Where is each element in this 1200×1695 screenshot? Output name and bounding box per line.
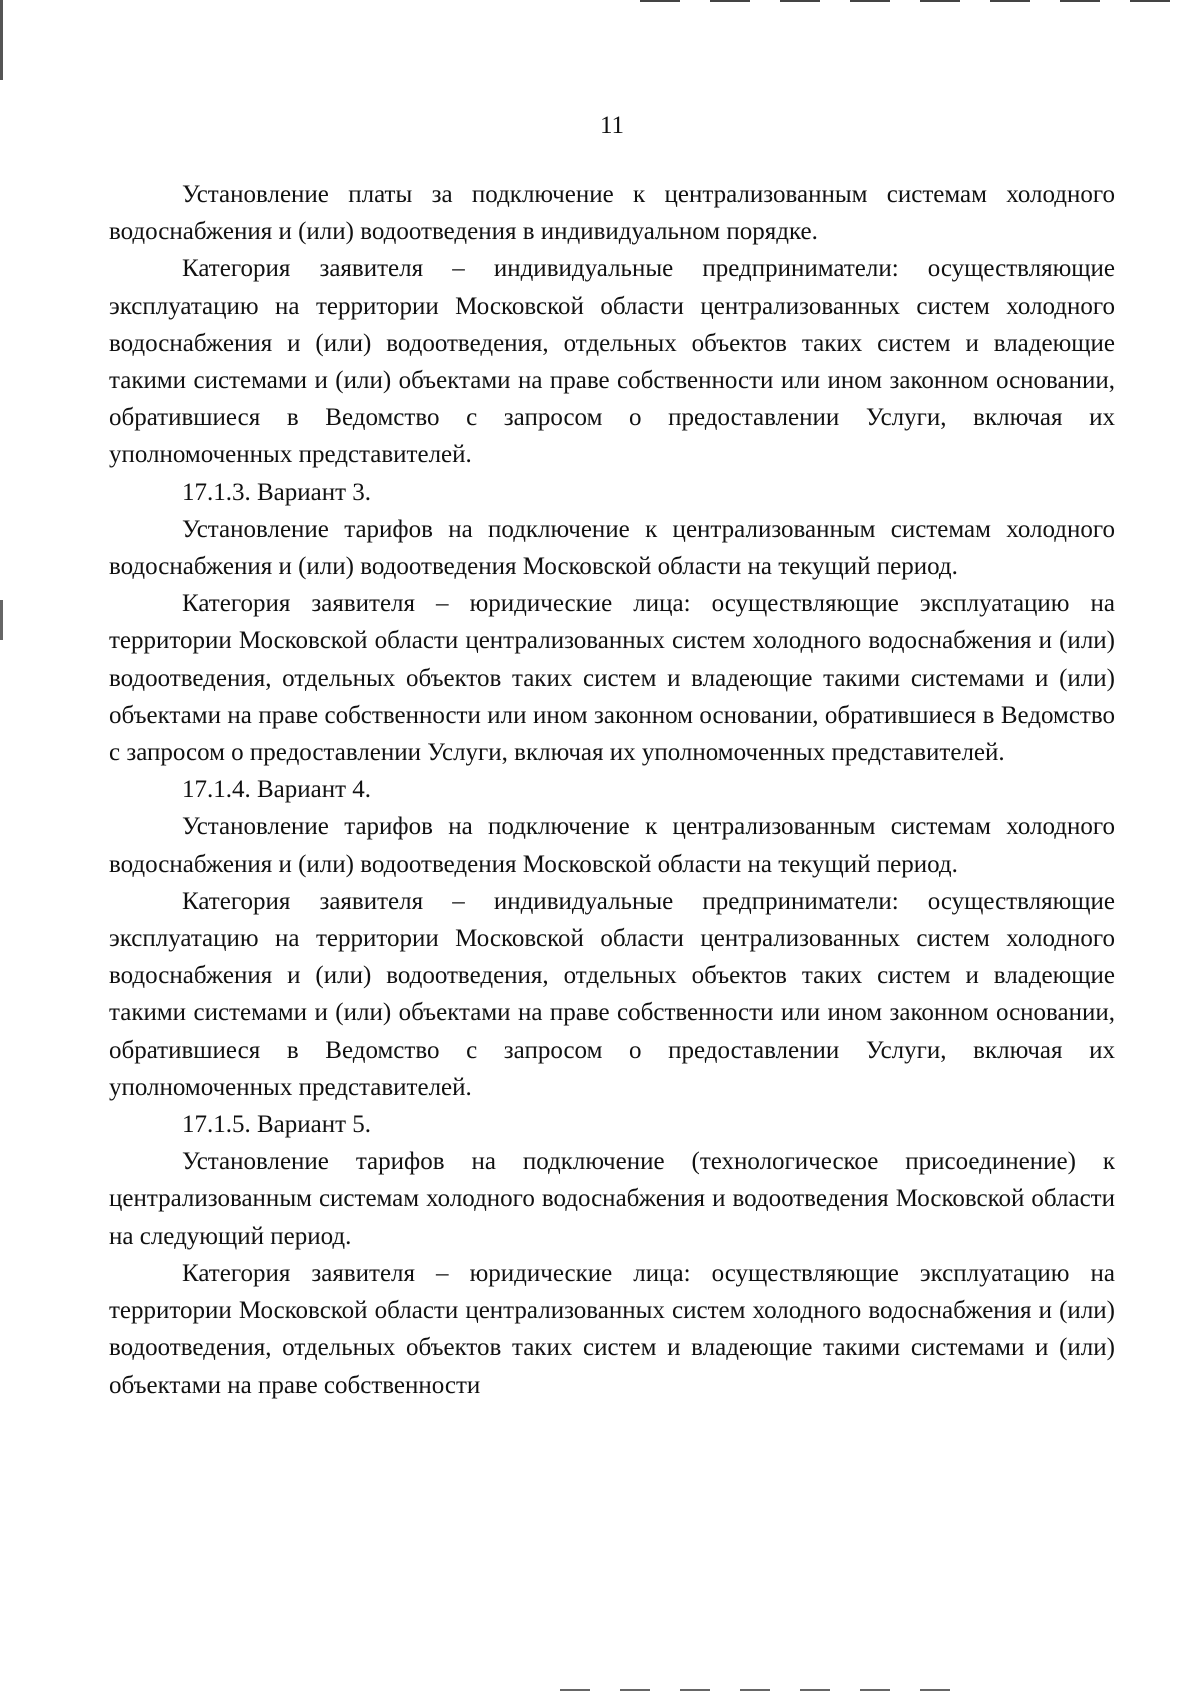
paragraph-fee-individual: Установление платы за подключение к централизованным системам холодного водоснабжения и (или) водоотведения в индивидуальном порядке. bbox=[109, 181, 1115, 246]
paragraph-tariffs-next-period: Установление тарифов на подключение (технологическое присоединение) к централизованным системам холодного водоснабжения и водоотведения Московской области на следующий период. bbox=[109, 1148, 1115, 1250]
page-number: 11 bbox=[599, 112, 625, 139]
heading-variant-3: 17.1.3. Вариант 3. bbox=[182, 478, 372, 506]
scan-edge-left bbox=[0, 0, 3, 1695]
document-body bbox=[109, 176, 1115, 1404]
paragraph-category-entrepreneurs: Категория заявителя – индивидуальные предприниматели: осуществляющие эксплуатацию на территории Московской области централизованных систем холодного водоснабжения и (или) водоотведения, отдельных объектов таких систем и владеющие такими системами и (или) объектами на праве собственности или ином законном основании, обратившиеся в Ведомство с запросом о предоставлении Услуги, включая их уполномоченных представителей. bbox=[109, 255, 1115, 469]
scan-edge-top bbox=[640, 0, 1200, 2]
heading-variant-4: 17.1.4. Вариант 4. bbox=[182, 776, 372, 804]
paragraph-category-legal-entities: Категория заявителя – юридические лица: осуществляющие эксплуатацию на территории Московской области централизованных систем холодного водоснабжения и (или) водоотведения, отдельных объектов таких систем и владеющие такими системами и (или) объектами на праве собственности bbox=[109, 1259, 1115, 1399]
paragraph-tariffs-current-period: Установление тарифов на подключение к централизованным системам холодного водоснабжения и (или) водоотведения Московской области на текущий период. bbox=[109, 813, 1115, 878]
scan-edge-bottom bbox=[560, 1689, 960, 1691]
paragraph-category-legal-entities: Категория заявителя – юридические лица: осуществляющие эксплуатацию на территории Московской области централизованных систем холодного водоснабжения и (или) водоотведения, отдельных объектов таких систем и владеющие такими системами и (или) объектами на праве собственности или ином законном основании, обратившиеся в Ведомство с запросом о предоставлении Услуги, включая их уполномоченных представителей. bbox=[109, 590, 1115, 767]
paragraph-tariffs-current-period: Установление тарифов на подключение к централизованным системам холодного водоснабжения и (или) водоотведения Московской области на текущий период. bbox=[109, 515, 1115, 581]
heading-variant-5: 17.1.5. Вариант 5. bbox=[182, 1111, 372, 1139]
paragraph-category-entrepreneurs: Категория заявителя – индивидуальные предприниматели: осуществляющие эксплуатацию на территории Московской области централизованных систем холодного водоснабжения и (или) водоотведения, отдельных объектов таких систем и владеющие такими системами и (или) объектами на праве собственности или ином законном основании, обратившиеся в Ведомство с запросом о предоставлении Услуги, включая их уполномоченных представителей. bbox=[109, 887, 1115, 1101]
